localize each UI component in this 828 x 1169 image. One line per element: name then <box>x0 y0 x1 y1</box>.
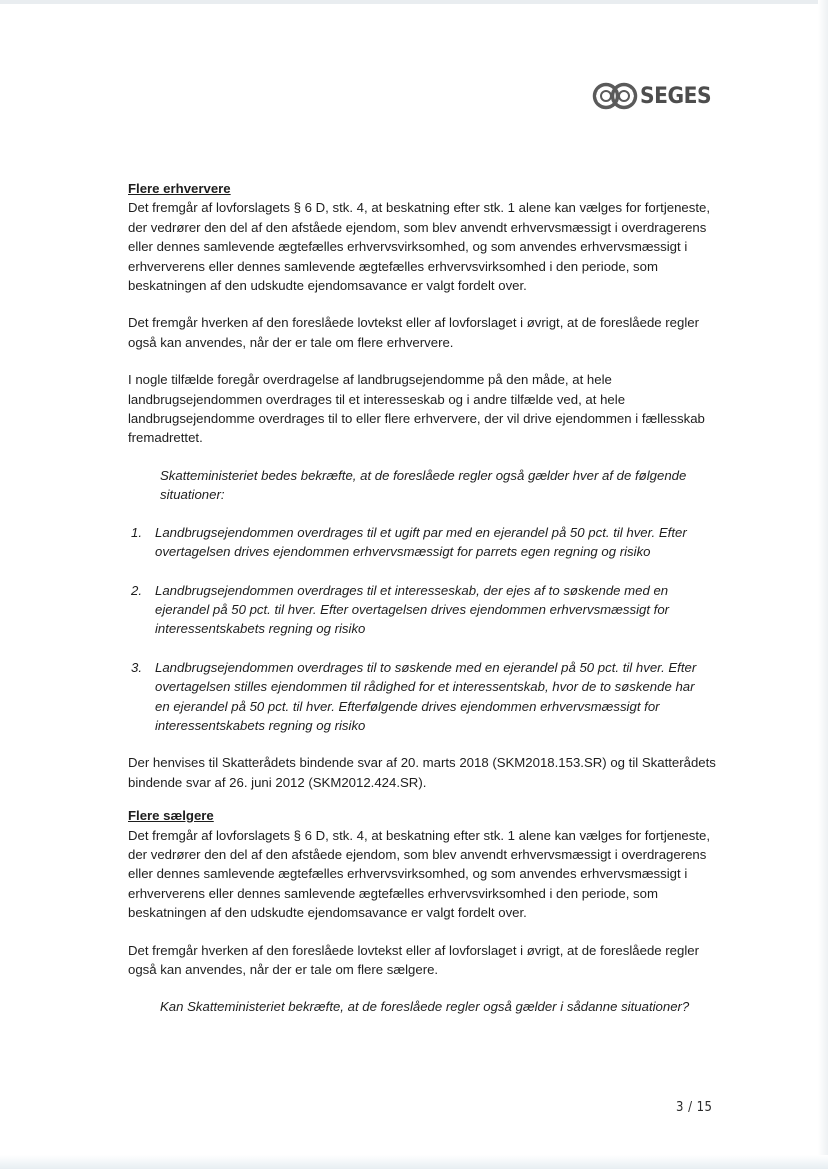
paragraph: I nogle tilfælde foregår overdragelse af landbrugsejendomme på den måde, at hele landbrugsejendommen overdrages til et interesseskab og i andre tilfælde ved, at hele landbrugsejendomme overdrages til to eller flere erhververe, der vil drive ejendommen i fællesskab fremadrettet. <box>128 372 705 446</box>
section-heading-sellers: Flere sælgere <box>128 808 214 824</box>
document-body <box>128 179 718 1017</box>
section-heading-buyers: Flere erhververe <box>128 181 231 196</box>
list-item <box>128 523 718 562</box>
paragraph: Det fremgår hverken af den foreslåede lovtekst eller af lovforslaget i øvrigt, at de foreslåede regler også kan anvendes, når der er tale om flere erhververe. <box>128 315 700 350</box>
list-item <box>128 581 718 639</box>
paragraph: Det fremgår af lovforslagets § 6 D, stk. 4, at beskatning efter stk. 1 alene kan vælges for fortjeneste, der vedrører den del af den afståede ejendom, som blev anvendt erhvervsmæssigt i overdragerens eller dennes samlevende ægtefælles erhvervsvirksomhed, og som anvendes erhvervsmæssigt i erhververens eller dennes samlevende ægtefælles erhvervsvirksomhed i den periode, som beskatningen af den udskudte ejendomsavance er valgt fordelt over. <box>128 200 711 294</box>
situation-list <box>128 523 718 736</box>
seges-logo <box>592 80 717 112</box>
paragraph: Det fremgår hverken af den foreslåede lovtekst eller af lovforslaget i øvrigt, at de foreslåede regler også kan anvendes, når der er tale om flere sælgere. <box>128 942 700 977</box>
seges-logo-icon <box>592 81 638 111</box>
page-number: 3 / 15 <box>676 1100 713 1115</box>
scan-edge-top <box>0 0 828 4</box>
list-item-text: Landbrugsejendommen overdrages til to søskende med en ejerandel på 50 pct. til hver. Efter overtagelsen stilles ejendommen til rådighed for et interessentskab, hvor de to søskende har en ejerandel på 50 pct. til hver. Efterfølgende drives ejendommen erhvervsmæssigt for interessentskabets regning og risiko <box>155 659 697 733</box>
logo-text: SEGES <box>640 83 712 109</box>
list-item-text: Landbrugsejendommen overdrages til et ugift par med en ejerandel på 50 pct. til hver. Efter overtagelsen drives ejendommen erhvervsmæssigt for parrets egen regning og risiko <box>155 524 687 560</box>
reference-paragraph: Der henvises til Skatterådets bindende svar af 20. marts 2018 (SKM2018.153.SR) og til Skatterådets bindende svar af 26. juni 2012 (SKM2012.424.SR). <box>128 755 716 790</box>
question-text: Kan Skatteministeriet bekræfte, at de foreslåede regler også gælder i sådanne situationer? <box>160 999 690 1015</box>
list-item-text: Landbrugsejendommen overdrages til et interesseskab, der ejes af to søskende med en ejerandel på 50 pct. til hver. Efter overtagelsen drives ejendommen erhvervsmæssigt for interessentskabets regning og risiko <box>155 582 670 637</box>
scan-edge-right <box>818 0 828 1169</box>
list-item-number: 3. <box>131 659 142 675</box>
question-text: Skatteministeriet bedes bekræfte, at de foreslåede regler også gælder hver af de følgende situationer: <box>160 467 687 503</box>
scan-edge-bottom <box>0 1155 828 1169</box>
list-item <box>128 658 718 736</box>
list-item-number: 1. <box>131 524 142 540</box>
paragraph: Det fremgår af lovforslagets § 6 D, stk. 4, at beskatning efter stk. 1 alene kan vælges for fortjeneste, der vedrører den del af den afståede ejendom, som blev anvendt erhvervsmæssigt i overdragerens eller dennes samlevende ægtefælles erhvervsvirksomhed, og som anvendes erhvervsmæssigt i erhververens eller dennes samlevende ægtefælles erhvervsvirksomhed i den periode, som beskatningen af den udskudte ejendomsavance er valgt fordelt over. <box>128 827 711 921</box>
list-item-number: 2. <box>131 582 142 598</box>
